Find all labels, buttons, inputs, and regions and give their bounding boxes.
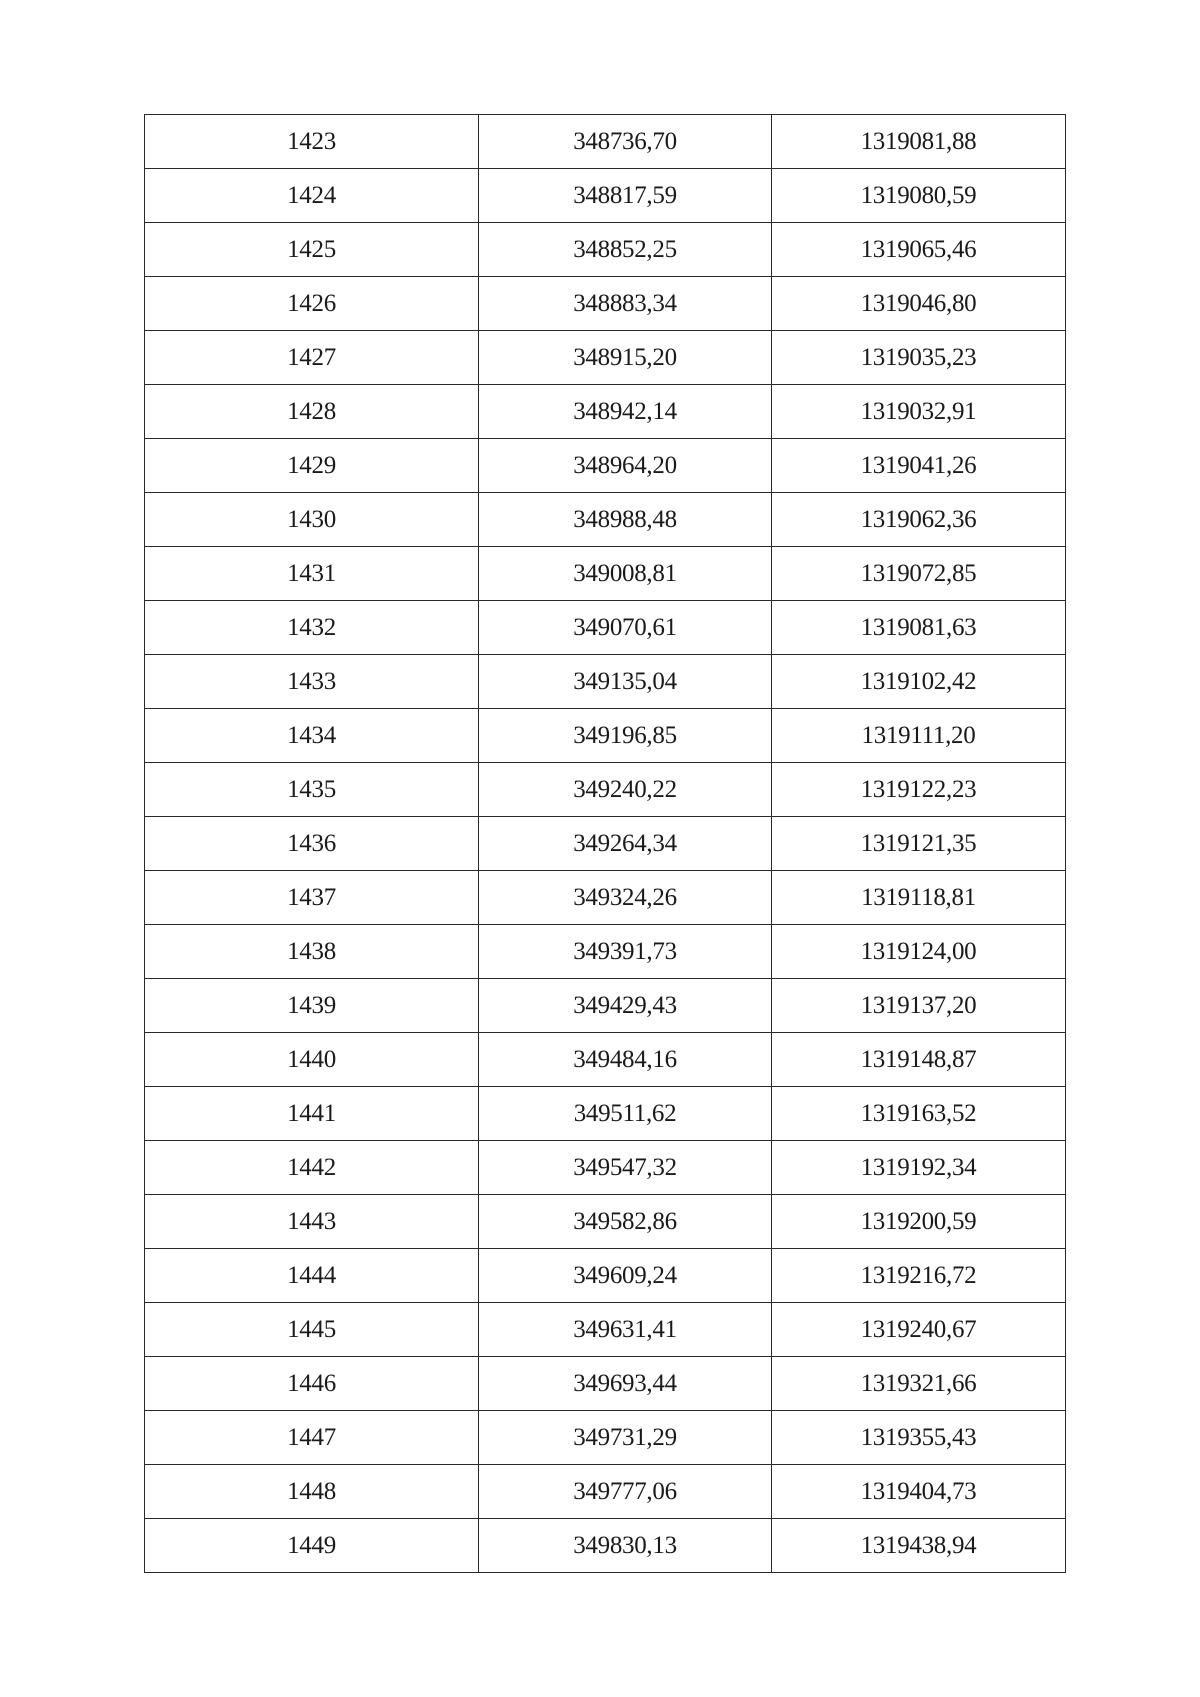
x-coordinate-cell: 348964,20	[479, 439, 772, 493]
x-coordinate-cell: 348942,14	[479, 385, 772, 439]
y-coordinate-cell: 1319321,66	[772, 1357, 1066, 1411]
table-row	[145, 169, 1066, 223]
table-row	[145, 1465, 1066, 1519]
point-number-cell: 1424	[145, 169, 479, 223]
x-coordinate-cell: 348988,48	[479, 493, 772, 547]
y-coordinate-cell: 1319062,36	[772, 493, 1066, 547]
x-coordinate-cell: 348883,34	[479, 277, 772, 331]
table-row	[145, 547, 1066, 601]
x-coordinate-cell: 349135,04	[479, 655, 772, 709]
x-coordinate-cell: 349008,81	[479, 547, 772, 601]
point-number-cell: 1438	[145, 925, 479, 979]
table-row	[145, 601, 1066, 655]
y-coordinate-cell: 1319438,94	[772, 1519, 1066, 1573]
y-coordinate-cell: 1319081,63	[772, 601, 1066, 655]
y-coordinate-cell: 1319148,87	[772, 1033, 1066, 1087]
y-coordinate-cell: 1319192,34	[772, 1141, 1066, 1195]
y-coordinate-cell: 1319404,73	[772, 1465, 1066, 1519]
point-number-cell: 1429	[145, 439, 479, 493]
point-number-cell: 1430	[145, 493, 479, 547]
y-coordinate-cell: 1319216,72	[772, 1249, 1066, 1303]
coordinates-table	[144, 114, 1066, 1573]
table-row	[145, 493, 1066, 547]
table-row	[145, 1357, 1066, 1411]
table-row	[145, 277, 1066, 331]
table-row	[145, 1033, 1066, 1087]
point-number-cell: 1433	[145, 655, 479, 709]
table-row	[145, 331, 1066, 385]
point-number-cell: 1434	[145, 709, 479, 763]
point-number-cell: 1443	[145, 1195, 479, 1249]
point-number-cell: 1441	[145, 1087, 479, 1141]
coordinates-table-body	[145, 115, 1066, 1573]
y-coordinate-cell: 1319102,42	[772, 655, 1066, 709]
x-coordinate-cell: 349547,32	[479, 1141, 772, 1195]
x-coordinate-cell: 349391,73	[479, 925, 772, 979]
point-number-cell: 1423	[145, 115, 479, 169]
x-coordinate-cell: 349511,62	[479, 1087, 772, 1141]
point-number-cell: 1448	[145, 1465, 479, 1519]
y-coordinate-cell: 1319121,35	[772, 817, 1066, 871]
y-coordinate-cell: 1319032,91	[772, 385, 1066, 439]
y-coordinate-cell: 1319041,26	[772, 439, 1066, 493]
y-coordinate-cell: 1319046,80	[772, 277, 1066, 331]
y-coordinate-cell: 1319122,23	[772, 763, 1066, 817]
y-coordinate-cell: 1319111,20	[772, 709, 1066, 763]
y-coordinate-cell: 1319035,23	[772, 331, 1066, 385]
point-number-cell: 1446	[145, 1357, 479, 1411]
y-coordinate-cell: 1319080,59	[772, 169, 1066, 223]
point-number-cell: 1442	[145, 1141, 479, 1195]
table-row	[145, 385, 1066, 439]
table-row	[145, 925, 1066, 979]
x-coordinate-cell: 349693,44	[479, 1357, 772, 1411]
point-number-cell: 1427	[145, 331, 479, 385]
table-row	[145, 871, 1066, 925]
point-number-cell: 1445	[145, 1303, 479, 1357]
x-coordinate-cell: 349830,13	[479, 1519, 772, 1573]
y-coordinate-cell: 1319118,81	[772, 871, 1066, 925]
table-row	[145, 1411, 1066, 1465]
y-coordinate-cell: 1319355,43	[772, 1411, 1066, 1465]
table-row	[145, 1195, 1066, 1249]
x-coordinate-cell: 349631,41	[479, 1303, 772, 1357]
point-number-cell: 1435	[145, 763, 479, 817]
x-coordinate-cell: 349240,22	[479, 763, 772, 817]
y-coordinate-cell: 1319163,52	[772, 1087, 1066, 1141]
table-row	[145, 439, 1066, 493]
point-number-cell: 1426	[145, 277, 479, 331]
table-row	[145, 1087, 1066, 1141]
table-row	[145, 223, 1066, 277]
x-coordinate-cell: 349582,86	[479, 1195, 772, 1249]
point-number-cell: 1425	[145, 223, 479, 277]
table-row	[145, 1249, 1066, 1303]
point-number-cell: 1440	[145, 1033, 479, 1087]
x-coordinate-cell: 348915,20	[479, 331, 772, 385]
x-coordinate-cell: 349324,26	[479, 871, 772, 925]
point-number-cell: 1436	[145, 817, 479, 871]
x-coordinate-cell: 349731,29	[479, 1411, 772, 1465]
y-coordinate-cell: 1319124,00	[772, 925, 1066, 979]
y-coordinate-cell: 1319065,46	[772, 223, 1066, 277]
point-number-cell: 1444	[145, 1249, 479, 1303]
x-coordinate-cell: 349609,24	[479, 1249, 772, 1303]
table-row	[145, 709, 1066, 763]
point-number-cell: 1437	[145, 871, 479, 925]
table-row	[145, 817, 1066, 871]
x-coordinate-cell: 348736,70	[479, 115, 772, 169]
table-row	[145, 655, 1066, 709]
point-number-cell: 1428	[145, 385, 479, 439]
point-number-cell: 1431	[145, 547, 479, 601]
table-row	[145, 115, 1066, 169]
point-number-cell: 1447	[145, 1411, 479, 1465]
table-row	[145, 763, 1066, 817]
x-coordinate-cell: 348852,25	[479, 223, 772, 277]
y-coordinate-cell: 1319200,59	[772, 1195, 1066, 1249]
x-coordinate-cell: 349429,43	[479, 979, 772, 1033]
table-row	[145, 979, 1066, 1033]
x-coordinate-cell: 349196,85	[479, 709, 772, 763]
table-row	[145, 1141, 1066, 1195]
point-number-cell: 1432	[145, 601, 479, 655]
x-coordinate-cell: 349484,16	[479, 1033, 772, 1087]
x-coordinate-cell: 349264,34	[479, 817, 772, 871]
y-coordinate-cell: 1319137,20	[772, 979, 1066, 1033]
x-coordinate-cell: 348817,59	[479, 169, 772, 223]
y-coordinate-cell: 1319240,67	[772, 1303, 1066, 1357]
point-number-cell: 1439	[145, 979, 479, 1033]
point-number-cell: 1449	[145, 1519, 479, 1573]
x-coordinate-cell: 349777,06	[479, 1465, 772, 1519]
x-coordinate-cell: 349070,61	[479, 601, 772, 655]
y-coordinate-cell: 1319081,88	[772, 115, 1066, 169]
y-coordinate-cell: 1319072,85	[772, 547, 1066, 601]
table-row	[145, 1519, 1066, 1573]
table-row	[145, 1303, 1066, 1357]
